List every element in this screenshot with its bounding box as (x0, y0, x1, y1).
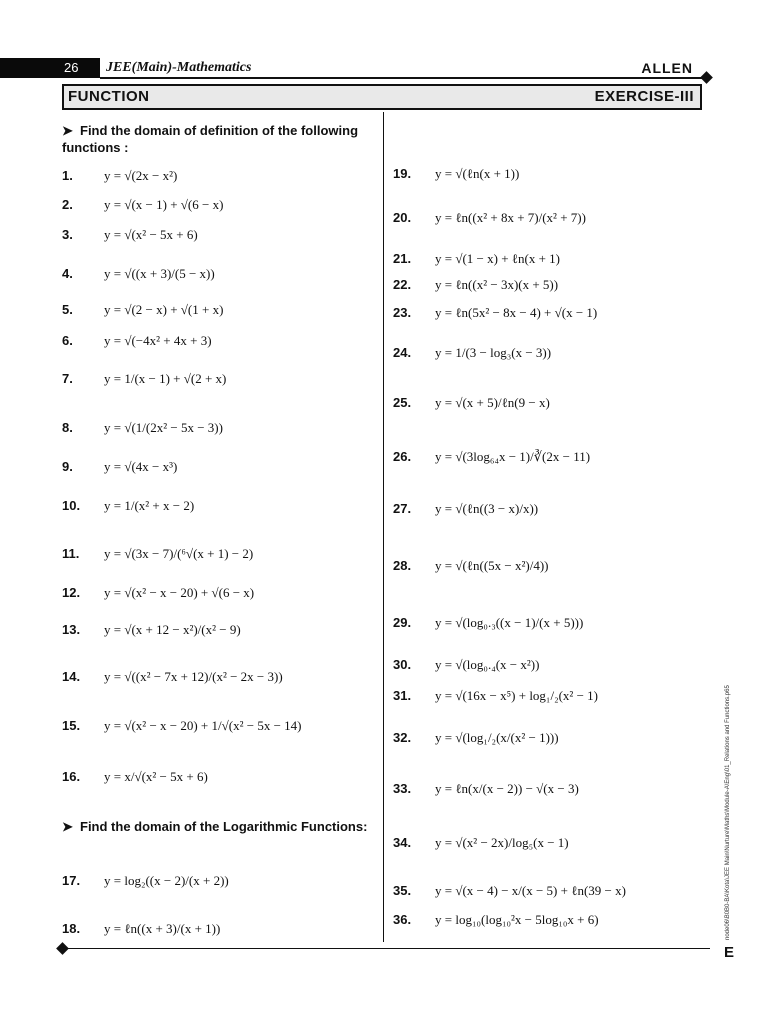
footer-mark: E (724, 944, 735, 961)
section-heading: ➤ Find the domain of definition of the following functions : (62, 123, 359, 155)
header-band (0, 58, 100, 78)
arrow-icon: ➤ (62, 819, 73, 834)
question-item: 22. y = ℓn((x² − 3x)(x + 5)) (393, 277, 559, 292)
question-item: 28. y = √(ℓn((5x − x²)/4)) (393, 558, 549, 573)
question-item: 36. y = log₁₀(log₁₀²x − 5log₁₀x + 6) (393, 912, 599, 927)
page-number: 26 (64, 60, 79, 75)
question-item: 16. y = x/√(x² − 5x + 6) (62, 769, 208, 784)
question-item: 5. y = √(2 − x) + √(1 + x) (62, 302, 224, 317)
question-item: 27. y = √(ℓn((3 − x)/x)) (393, 501, 539, 516)
book-title: JEE(Main)-Mathematics (106, 60, 252, 75)
question-item: 15. y = √(x² − x − 20) + 1/√(x² − 5x − 14) (62, 718, 302, 733)
question-item: 30. y = √(log₀.₄(x − x²)) (393, 657, 540, 672)
column-divider (383, 112, 384, 942)
section-heading: ➤ Find the domain of the Logarithmic Functions: (62, 819, 368, 834)
section-title-bar (62, 84, 702, 110)
question-item: 8. y = √(1/(2x² − 5x − 3)) (62, 420, 223, 435)
question-item: 13. y = √(x + 12 − x²)/(x² − 9) (62, 622, 241, 637)
question-item: 6. y = √(−4x² + 4x + 3) (62, 333, 212, 348)
diamond-icon (56, 942, 69, 955)
diamond-icon (700, 71, 713, 84)
arrow-icon: ➤ (62, 123, 73, 138)
question-item: 19. y = √(ℓn(x + 1)) (393, 166, 520, 181)
question-item: 18. y = ℓn((x + 3)/(x + 1)) (62, 921, 221, 936)
question-item: 1. y = √(2x − x²) (62, 168, 178, 183)
question-item: 31. y = √(16x − x⁵) + log₁/₂(x² − 1) (393, 688, 598, 703)
question-item: 32. y = √(log₁/₂(x/(x² − 1))) (393, 730, 559, 745)
question-item: 21. y = √(1 − x) + ℓn(x + 1) (393, 251, 561, 266)
question-item: 4. y = √((x + 3)/(5 − x)) (62, 266, 215, 281)
brand-logo: ALLEN (641, 60, 693, 76)
question-item: 34. y = √(x² − 2x)/log₅(x − 1) (393, 835, 569, 850)
exercise-label: EXERCISE-III (594, 88, 694, 105)
question-item: 9. y = √(4x − x³) (62, 459, 178, 474)
section-title: FUNCTION (68, 88, 150, 105)
question-item: 23. y = ℓn(5x² − 8x − 4) + √(x − 1) (393, 305, 598, 320)
question-item: 35. y = √(x − 4) − x/(x − 5) + ℓn(39 − x) (393, 883, 626, 898)
question-item: 2. y = √(x − 1) + √(6 − x) (62, 197, 224, 212)
question-item: 26. y = √(3log₆₄x − 1)/∛(2x − 11) (393, 449, 591, 464)
question-item: 10. y = 1/(x² + x − 2) (62, 498, 195, 513)
question-item: 17. y = log₂((x − 2)/(x + 2)) (62, 873, 229, 888)
question-item: 14. y = √((x² − 7x + 12)/(x² − 2x − 3)) (62, 669, 283, 684)
question-item: 25. y = √(x + 5)/ℓn(9 − x) (393, 395, 550, 410)
question-item: 11. y = √(3x − 7)/(⁶√(x + 1) − 2) (62, 546, 254, 561)
question-item: 3. y = √(x² − 5x + 6) (62, 227, 198, 242)
question-item: 33. y = ℓn(x/(x − 2)) − √(x − 3) (393, 781, 579, 796)
question-item: 29. y = √(log₀.₃((x − 1)/(x + 5))) (393, 615, 584, 630)
footer-rule (62, 948, 710, 949)
side-file-path: node06\B0B0-BA\Kota\JEE Main\Nurture\Maths\Module-A\Eng\01_Relations and Functions.p65 (725, 685, 731, 940)
question-item: 12. y = √(x² − x − 20) + √(6 − x) (62, 585, 255, 600)
question-item: 20. y = ℓn((x² + 8x + 7)/(x² + 7)) (393, 210, 586, 225)
question-item: 24. y = 1/(3 − log₃(x − 3)) (393, 345, 552, 360)
question-item: 7. y = 1/(x − 1) + √(2 + x) (62, 371, 227, 386)
header-rule (100, 77, 706, 79)
